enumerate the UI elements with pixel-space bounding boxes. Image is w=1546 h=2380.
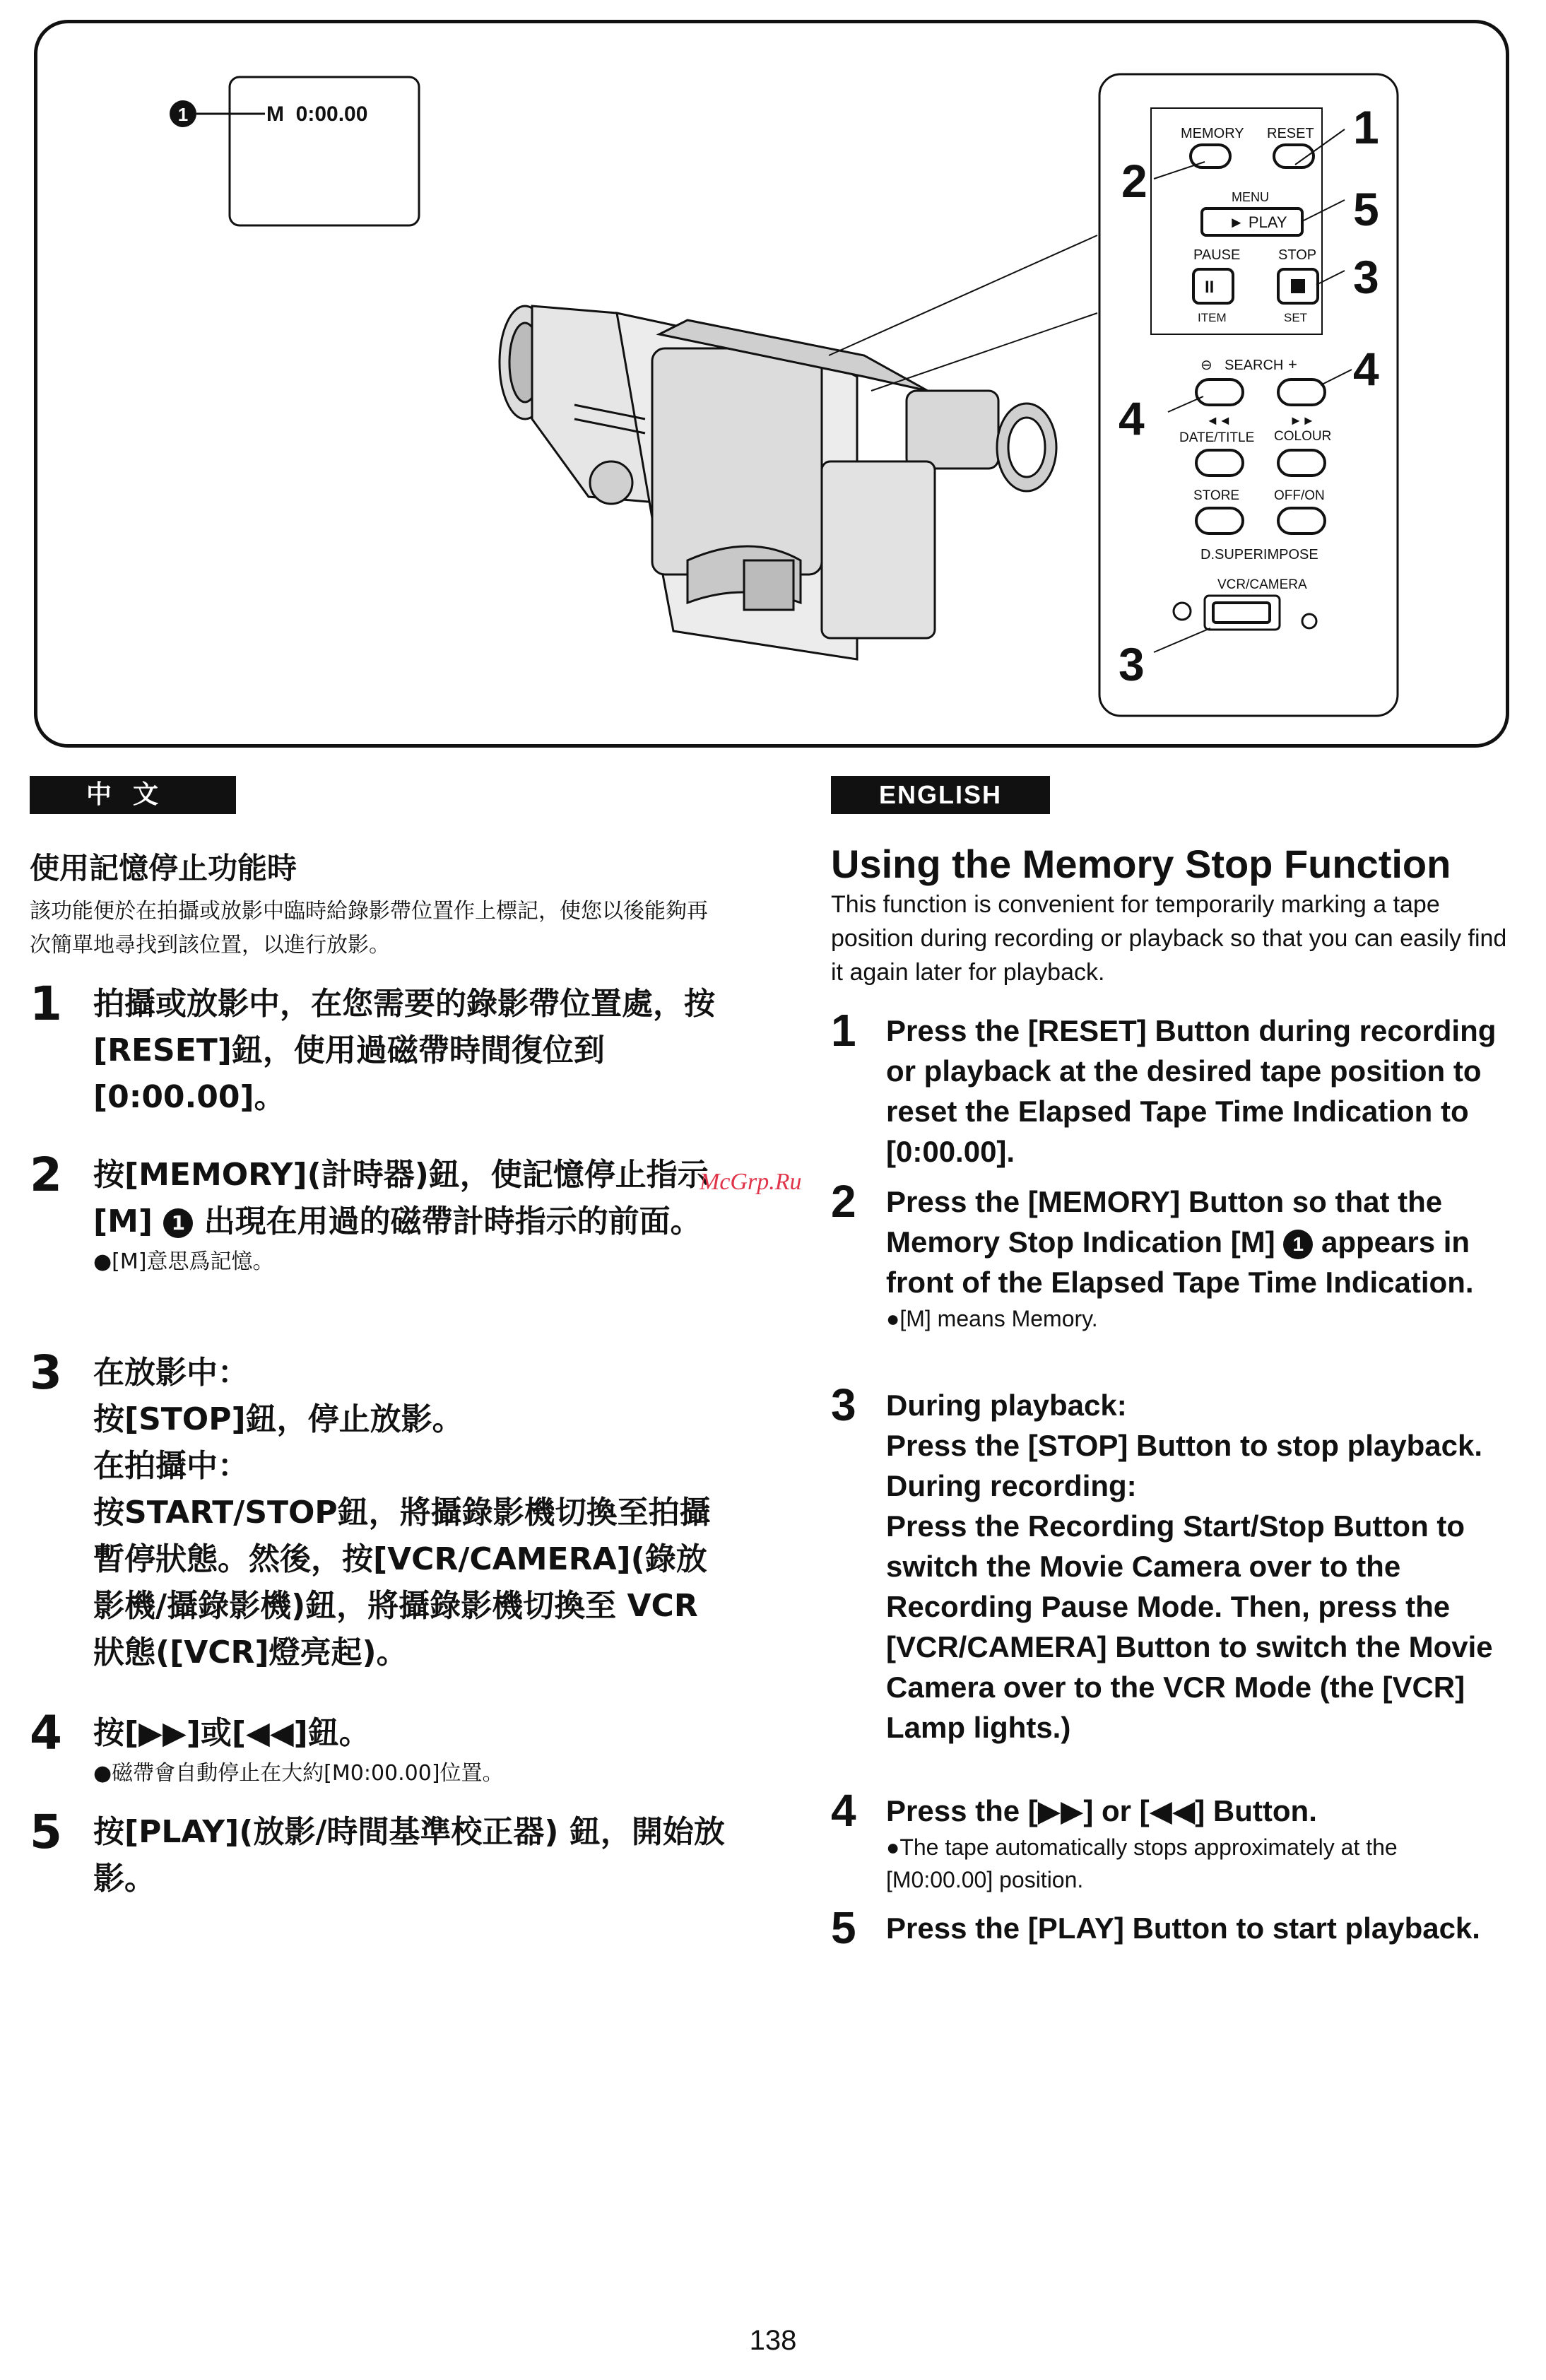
item-label: ITEM	[1198, 311, 1227, 324]
zh-step-text: 按[PLAY](放影/時間基準校正器) 鈕，開始放影。	[93, 1814, 725, 1897]
zh-step-text: 按[STOP]鈕，停止放影。	[93, 1401, 464, 1437]
en-step-number: 2	[831, 1176, 856, 1227]
zh-step-note: ●磁帶會自動停止在大約[M0:00.00]位置。	[93, 1761, 504, 1786]
camera-illustration	[37, 23, 1506, 744]
callout-marker-label: 1	[177, 104, 189, 125]
callout-number-4-minus: 4	[1119, 392, 1145, 444]
zh-step-text: 按[▶▶]或[◀◀]鈕。	[93, 1715, 370, 1751]
camcorder-icon	[500, 306, 1056, 659]
callout-number-3-stop: 3	[1353, 251, 1379, 303]
en-step-number: 4	[831, 1785, 856, 1836]
zh-step-note: ●[M]意思爲記憶。	[93, 1249, 274, 1274]
section-tab-chinese: 中文	[30, 776, 236, 814]
store-button[interactable]	[1196, 508, 1243, 534]
callout-marker-1-icon: 1	[163, 1208, 193, 1238]
zh-step-number: 2	[30, 1148, 62, 1202]
reset-label: RESET	[1267, 126, 1314, 141]
en-step-text: Press the Recording Start/Stop Button to switch the Movie Camera over to the Recording Pause Mode. Then, press the [VCR/CAMERA] Button to switch the Movie Camera over to the VCR Mode (the [VCR] Lamp lights.)	[886, 1509, 1493, 1744]
date-title-label: DATE/TITLE	[1179, 430, 1255, 445]
en-step-text-cont: appears in front of the Elapsed Tape Time Indication.	[886, 1225, 1474, 1299]
set-label: SET	[1284, 311, 1308, 324]
zh-step-number: 3	[30, 1345, 62, 1400]
pause-label: PAUSE	[1193, 247, 1241, 263]
zh-intro-text: 該功能便於在拍攝或放影中臨時給錄影帶位置作上標記，使您以後能夠再次簡單地尋找到該位置，以進行放影。	[30, 899, 708, 958]
zh-step-number: 1	[30, 977, 62, 1031]
callout-number-3-vcr: 3	[1119, 638, 1145, 690]
zh-step-text: 按START/STOP鈕，將攝錄影機切換至拍攝暫停狀態。然後，按[VCR/CAMERA](錄放影機/攝錄影機)鈕，將攝錄影機切換至 VCR 狀態([VCR]燈亮起)。	[93, 1495, 711, 1671]
rewind-label: ◄◄	[1206, 413, 1232, 428]
en-step-text: Press the [MEMORY] Button so that the Memory Stop Indication [M]	[886, 1185, 1443, 1259]
vcr-camera-label: VCR/CAMERA	[1217, 577, 1307, 592]
menu-label: MENU	[1232, 190, 1269, 204]
en-step-number: 3	[831, 1379, 856, 1430]
callout-number-4-plus: 4	[1353, 343, 1379, 395]
callout-number-2: 2	[1121, 155, 1147, 207]
stop-label: STOP	[1278, 247, 1317, 263]
zh-step-text: 按[MEMORY](計時器)鈕，使記憶停止指示[M]	[93, 1157, 709, 1239]
off-on-button[interactable]	[1278, 508, 1325, 534]
zh-step-heading-playback: 在放影中：	[93, 1355, 249, 1391]
section-tab-english: ENGLISH	[831, 776, 1050, 814]
play-label: ► PLAY	[1229, 213, 1287, 231]
callout-marker-1-icon: 1	[1283, 1230, 1313, 1259]
zh-step-number: 5	[30, 1805, 62, 1859]
zh-section-title: 使用記憶停止功能時	[30, 851, 297, 885]
store-label: STORE	[1193, 488, 1240, 503]
lcd-display-box	[230, 77, 419, 225]
en-intro-text: This function is convenient for temporarily marking a tape position during recording or playback so that you can easily find it again later for playback.	[831, 891, 1507, 986]
en-step-heading-playback: During playback:	[886, 1389, 1127, 1422]
zh-step-text-cont: 出現在用過的磁帶計時指示的前面。	[203, 1203, 702, 1239]
callout-number-5: 5	[1353, 183, 1379, 235]
date-title-button[interactable]	[1196, 450, 1243, 476]
lcd-elapsed-time: M 0:00.00	[266, 102, 368, 126]
off-on-label: OFF/ON	[1274, 488, 1325, 503]
fast-forward-label: ►►	[1290, 413, 1315, 428]
zh-step-text: 拍攝或放影中，在您需要的錄影帶位置處，按[RESET]鈕，使用過磁帶時間復位到[0:00.00]。	[93, 986, 715, 1115]
search-minus-label: ⊖	[1200, 358, 1212, 373]
en-step-note: ●[M] means Memory.	[886, 1306, 1098, 1331]
en-step-text: Press the [RESET] Button during recording or playback at the desired tape position to reset the Elapsed Tape Time Indication to [0:00.00].	[886, 1014, 1497, 1168]
en-step-text: Press the [PLAY] Button to start playback.	[886, 1911, 1480, 1945]
callout-number-1: 1	[1353, 101, 1379, 153]
d-superimpose-label: D.SUPERIMPOSE	[1200, 547, 1318, 562]
en-step-text: Press the [STOP] Button to stop playback.	[886, 1429, 1483, 1462]
stop-icon	[1291, 279, 1305, 293]
search-plus-label: +	[1288, 355, 1297, 373]
colour-label: COLOUR	[1274, 429, 1332, 444]
en-section-title: Using the Memory Stop Function	[831, 842, 1451, 886]
illustration-frame	[34, 20, 1509, 748]
en-step-number: 5	[831, 1902, 856, 1953]
pause-icon: II	[1205, 278, 1215, 297]
zh-step-heading-recording: 在拍攝中：	[93, 1448, 249, 1484]
memory-label: MEMORY	[1181, 126, 1244, 141]
watermark-text: McGrp.Ru	[700, 1169, 802, 1195]
colour-button[interactable]	[1278, 450, 1325, 476]
search-minus-button[interactable]	[1196, 379, 1243, 405]
en-step-number: 1	[831, 1005, 856, 1056]
control-panel	[1099, 74, 1398, 716]
en-step-text: Press the [▶▶] or [◀◀] Button.	[886, 1794, 1317, 1827]
vcr-camera-button[interactable]	[1213, 603, 1270, 623]
zh-step-number: 4	[30, 1706, 62, 1760]
search-label: SEARCH	[1225, 358, 1284, 373]
search-plus-button[interactable]	[1278, 379, 1325, 405]
en-step-note: ●The tape automatically stops approximately at the [M0:00.00] position.	[886, 1834, 1398, 1892]
page-number: 138	[749, 2325, 797, 2356]
en-step-heading-recording: During recording:	[886, 1469, 1137, 1502]
